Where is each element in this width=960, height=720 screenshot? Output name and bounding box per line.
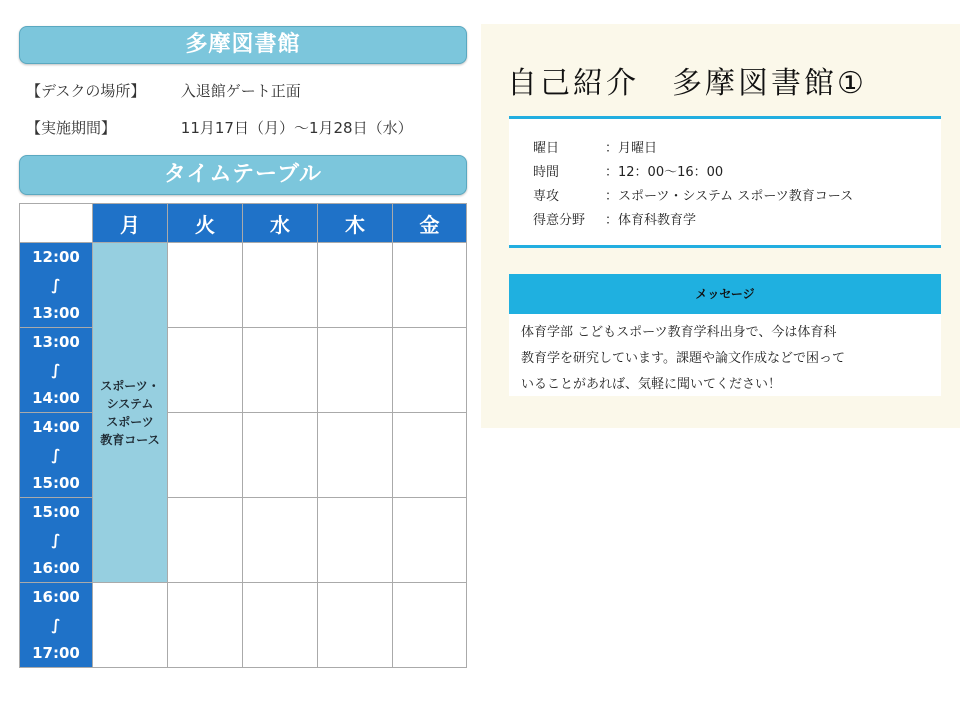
profile-label: 曜日 [533,141,560,156]
cell [168,413,243,498]
profile-row-time [533,161,941,185]
day-header-fri: 金 [393,204,467,243]
cell [168,243,243,328]
period-label: 【実施期間】 [26,119,117,137]
day-header-tue: 火 [168,204,243,243]
profile-row-day [533,137,941,161]
cell [393,328,467,413]
timetable-title: タイムテーブル [163,162,323,187]
cell [168,583,243,668]
cell [93,583,168,668]
day-header-thu: 木 [318,204,393,243]
cell [243,328,318,413]
cell [243,583,318,668]
cell [393,498,467,583]
timetable-corner [20,204,93,243]
cell [318,413,393,498]
profile-value: ：12：00～16：00 [605,165,724,180]
profile-row-specialty [533,209,941,233]
message-line: 体育学部 こどもスポーツ教育学科出身で、今は体育科 [521,325,837,340]
library-title: 多摩図書館 [185,32,301,57]
cell [318,498,393,583]
day-header-wed: 水 [243,204,318,243]
day-header-mon: 月 [93,204,168,243]
profile-details [509,116,941,248]
profile-label: 得意分野 [533,213,586,228]
cell [393,243,467,328]
period-row [26,117,413,138]
timetable-title-banner [19,155,467,195]
time-slot-2: 13:00 ∫ 14:00 [20,328,93,413]
profile-title: 自己紹介 多摩図書館① [507,66,867,101]
desk-location-row [26,80,301,101]
library-title-banner [19,26,467,64]
time-slot-1: 12:00 ∫ 13:00 [20,243,93,328]
cell [393,583,467,668]
profile-panel [481,24,960,428]
time-slot-3: 14:00 ∫ 15:00 [20,413,93,498]
message-heading: メッセージ [509,274,941,314]
time-slot-4: 15:00 ∫ 16:00 [20,498,93,583]
cell [243,498,318,583]
profile-value: ：月曜日 [605,141,658,156]
desk-location-value: 入退館ゲート正面 [180,82,301,100]
profile-value: ：体育科教育学 [605,213,697,228]
cell [393,413,467,498]
timetable [19,203,466,662]
desk-location-label: 【デスクの場所】 [26,82,146,100]
profile-label: 時間 [533,165,560,180]
profile-label: 専攻 [533,189,560,204]
message-line: 教育学を研究しています。課題や論文作成などで困って [521,351,845,366]
message-line: いることがあれば、気軽に聞いてください！ [521,377,782,392]
cell [243,413,318,498]
period-value: 11月17日（月）～1月28日（水） [180,119,413,137]
cell [168,328,243,413]
cell [243,243,318,328]
cell [318,243,393,328]
cell [318,328,393,413]
profile-value: ：スポーツ・システム スポーツ教育コース [605,189,854,204]
time-slot-5: 16:00 ∫ 17:00 [20,583,93,668]
profile-row-major [533,185,941,209]
message-body [509,314,941,396]
monday-session-block: スポーツ・ システム スポーツ 教育コース [93,243,168,583]
cell [318,583,393,668]
cell [168,498,243,583]
